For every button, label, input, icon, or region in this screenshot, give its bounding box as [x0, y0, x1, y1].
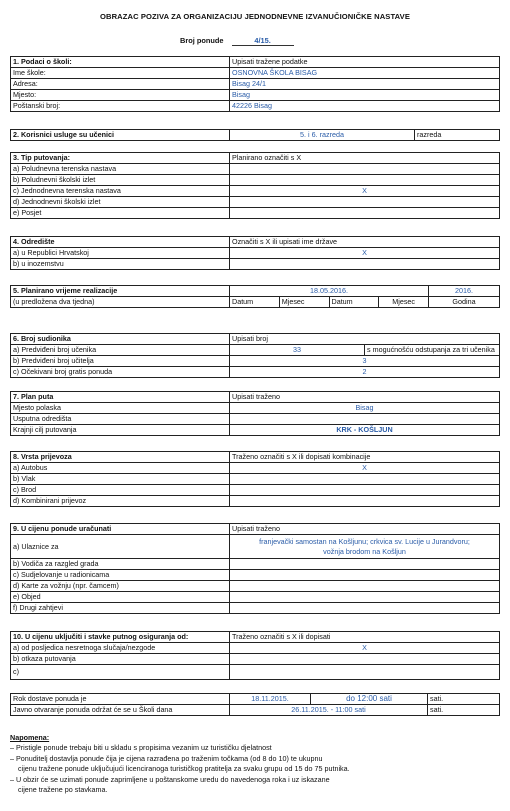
option-mark [230, 197, 500, 208]
option-label: d) Kombinirani prijevoz [11, 496, 230, 507]
field-label: c) Očekivani broj gratis ponuda [11, 367, 230, 378]
option-mark: X [230, 186, 500, 197]
planned-date-value: 18.05.2016. [230, 286, 429, 297]
field-value [230, 570, 500, 581]
planned-year-value: 2016. [429, 286, 500, 297]
option-mark [230, 485, 500, 496]
section-deadlines [10, 693, 500, 716]
teachers-count: 3 [230, 356, 500, 367]
field-label: Adresa: [11, 79, 230, 90]
field-label: Mjesto: [11, 90, 230, 101]
tickets-value [230, 535, 500, 559]
deadline-suffix: sati. [428, 694, 500, 705]
option-label: b) otkaza putovanja [11, 654, 230, 665]
note-line: – Ponuditelj dostavlja ponude čija je cijena razrađena po traženim točkama (od 8 do 10) te ukupnu [10, 753, 323, 763]
option-label: c) Jednodnevna terenska nastava [11, 186, 230, 197]
opening-value: 26.11.2015. - 11:00 sati [230, 705, 428, 716]
stops-value [230, 414, 500, 425]
option-mark [230, 496, 500, 507]
note-line: cijene tražene po stavkama. [18, 785, 108, 795]
departure-value: Bisag [230, 403, 500, 414]
option-label: b) u inozemstvu [11, 259, 230, 270]
final-destination-value: KRK - KOŠLJUN [230, 425, 500, 436]
section-heading: 9. U cijenu ponude uračunati [11, 524, 230, 535]
note-line: – U obzir će se uzimati ponude zaprimljene u poštanskome uredu do navedenoga roka i uz iskazane [10, 774, 330, 784]
grades-value: 5. i 6. razreda [230, 130, 415, 141]
section-included-in-price [10, 523, 500, 614]
form-title: OBRAZAC POZIVA ZA ORGANIZACIJU JEDNODNEVNE IZVANUČIONIČKE NASTAVE [100, 12, 410, 21]
deadline-time: do 12:00 sati [311, 694, 428, 705]
note-line: cijenu tražene ponude uključujući licenciranoga turističkog pratitelja za svaku grupu od 15 do 75 putnika. [18, 764, 350, 774]
section-heading: 10. U cijenu uključiti i stavke putnog osiguranja od: [11, 632, 230, 643]
field-value [230, 592, 500, 603]
school-name-value: OSNOVNA ŠKOLA BISAG [230, 68, 500, 79]
date-label: Datum [329, 297, 379, 308]
option-label: a) u Republici Hrvatskoj [11, 248, 230, 259]
note-line: – Pristigle ponude trebaju biti u skladu s propisima vezanim uz turističku djelatnost [10, 743, 272, 753]
notes [10, 733, 500, 795]
field-label: Ime škole: [11, 68, 230, 79]
section-trip-type [10, 152, 500, 219]
option-label: c) [11, 665, 230, 680]
section-heading: 8. Vrsta prijevoza [11, 452, 230, 463]
field-label: d) Karte za vožnju (npr. čamcem) [11, 581, 230, 592]
deadline-label: Rok dostave ponuda je [11, 694, 230, 705]
grades-suffix: razreda [415, 130, 500, 141]
section-heading: 3. Tip putovanja: [11, 153, 230, 164]
section-instruction: Upisati broj [230, 334, 500, 345]
field-label: Poštanski broj: [11, 101, 230, 112]
opening-label: Javno otvaranje ponuda održat će se u Školi dana [11, 705, 230, 716]
option-label: a) Poludnevna terenska nastava [11, 164, 230, 175]
option-mark [230, 259, 500, 270]
option-mark [230, 208, 500, 219]
section-heading: 7. Plan puta [11, 392, 230, 403]
section-instruction: Planirano označiti s X [230, 153, 500, 164]
section-subheading: (u predložena dva tjedna) [11, 297, 230, 308]
tickets-line-2: vožnja brodom na Košljun [323, 546, 406, 556]
section-instruction: Traženo označiti s X ili dopisati [230, 632, 500, 643]
section-transport [10, 451, 500, 507]
field-label: Mjesto polaska [11, 403, 230, 414]
option-label: a) Autobus [11, 463, 230, 474]
month-label: Mjesec [279, 297, 329, 308]
section-heading: 5. Planirano vrijeme realizacije [11, 286, 230, 297]
section-heading: 2. Korisnici usluge su učenici [11, 130, 230, 141]
section-instruction: Upisati tražene podatke [230, 57, 500, 68]
notes-heading: Napomena: [10, 733, 50, 742]
address-value: Bisag 24/1 [230, 79, 500, 90]
section-participants [10, 333, 500, 378]
option-label: b) Vlak [11, 474, 230, 485]
section-planned-time [10, 285, 500, 308]
date-label: Datum [230, 297, 280, 308]
tickets-line-1: franjevački samostan na Košljunu; crkvica sv. Lucije u Jurandvoru; [259, 536, 470, 546]
option-mark: X [230, 463, 500, 474]
section-instruction: Upisati traženo [230, 524, 500, 535]
field-value [230, 559, 500, 570]
section-heading: 4. Odredište [11, 237, 230, 248]
option-mark: X [230, 643, 500, 654]
option-mark [230, 175, 500, 186]
field-label: Krajnji cilj putovanja [11, 425, 230, 436]
opening-suffix: sati. [428, 705, 500, 716]
offer-number-label: Broj ponude [180, 36, 224, 45]
section-itinerary [10, 391, 500, 436]
option-mark [230, 164, 500, 175]
field-label: e) Objed [11, 592, 230, 603]
offer-number-value: 4/15. [232, 36, 294, 46]
option-label: e) Posjet [11, 208, 230, 219]
field-label: Usputna odredišta [11, 414, 230, 425]
field-value [230, 581, 500, 592]
field-value [230, 603, 500, 614]
section-instruction: Označiti s X ili upisati ime države [230, 237, 500, 248]
year-label: Godina [429, 297, 500, 308]
option-label: a) od posljedica nesretnoga slučaja/nezgode [11, 643, 230, 654]
option-label: d) Jednodnevni školski izlet [11, 197, 230, 208]
section-heading: 6. Broj sudionika [11, 334, 230, 345]
option-mark [230, 665, 500, 680]
field-label: a) Ulaznice za [11, 535, 230, 559]
students-note: s mogućnošću odstupanja za tri učenika [365, 345, 500, 356]
students-count: 33 [230, 345, 365, 356]
field-label: f) Drugi zahtjevi [11, 603, 230, 614]
section-instruction: Traženo označiti s X ili dopisati kombinacije [230, 452, 500, 463]
option-label: b) Poludnevni školski izlet [11, 175, 230, 186]
option-mark [230, 474, 500, 485]
month-label: Mjesec [379, 297, 429, 308]
section-instruction: Upisati traženo [230, 392, 500, 403]
option-mark [230, 654, 500, 665]
option-label: c) Brod [11, 485, 230, 496]
section-heading: 1. Podaci o školi: [11, 57, 230, 68]
deadline-date: 18.11.2015. [230, 694, 311, 705]
field-label: a) Predviđeni broj učenika [11, 345, 230, 356]
section-school-data [10, 56, 500, 112]
section-insurance [10, 631, 500, 680]
field-label: c) Sudjelovanje u radionicama [11, 570, 230, 581]
offer-number [180, 36, 294, 46]
field-label: b) Predviđeni broj učitelja [11, 356, 230, 367]
section-users [10, 129, 500, 141]
section-destination [10, 236, 500, 270]
field-label: b) Vodiča za razgled grada [11, 559, 230, 570]
gratis-count: 2 [230, 367, 500, 378]
place-value: Bisag [230, 90, 500, 101]
option-mark: X [230, 248, 500, 259]
postal-code-value: 42226 Bisag [230, 101, 500, 112]
